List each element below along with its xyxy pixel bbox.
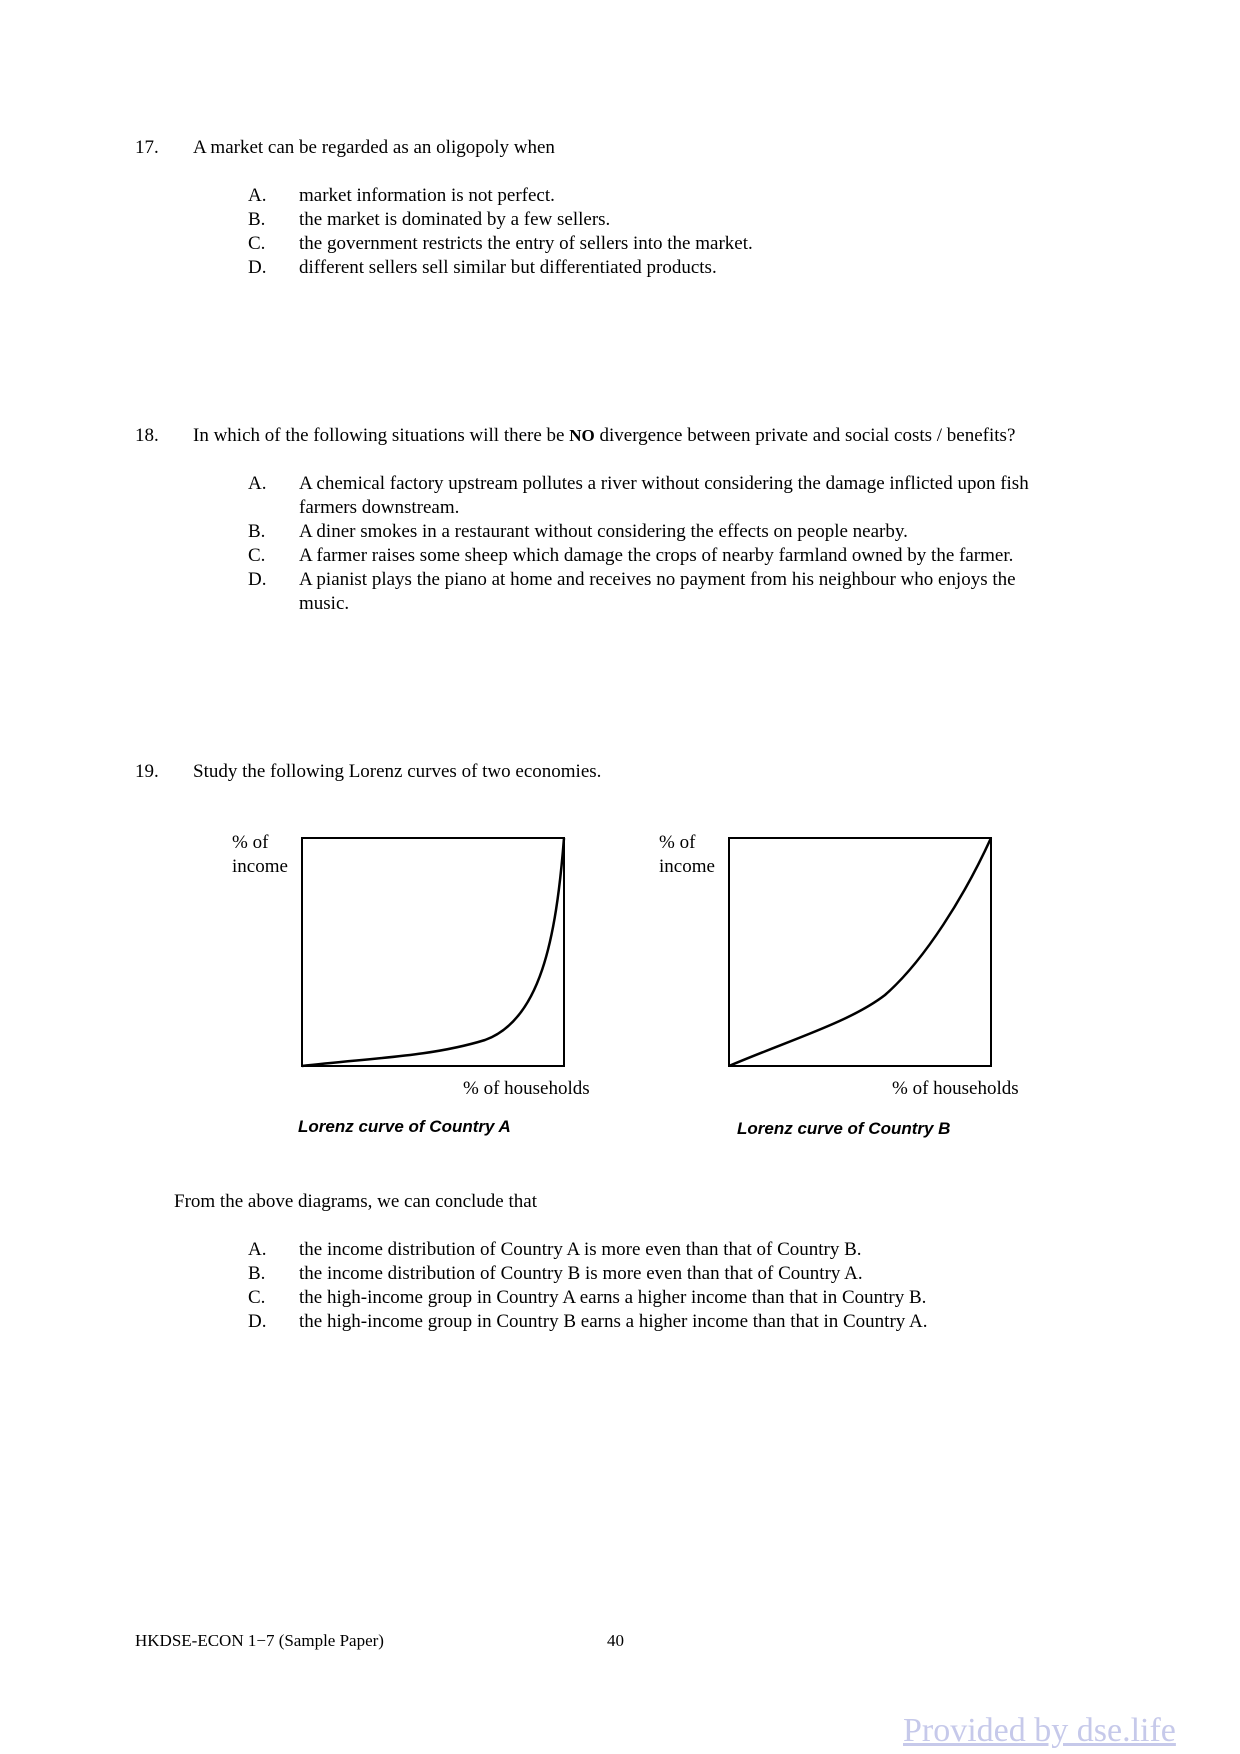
diagram-a-frame (302, 838, 564, 1066)
q19-option-c-text: the high-income group in Country A earns a higher income than that in Country B. (299, 1287, 927, 1308)
q18-option-b-letter: B. (248, 521, 266, 542)
q18-option-c-letter: C. (248, 545, 266, 566)
q17-option-b-letter: B. (248, 209, 266, 230)
diagram-b-ylabel-line2: income (659, 856, 715, 877)
question-19-number: 19. (135, 761, 159, 782)
q17-option-c-letter: C. (248, 233, 266, 254)
diagram-b-xlabel: % of households (892, 1078, 1019, 1099)
diagram-a-caption: Lorenz curve of Country A (298, 1117, 511, 1136)
q17-option-d-letter: D. (248, 257, 267, 278)
footer-paper-code: HKDSE-ECON 1−7 (Sample Paper) (135, 1631, 384, 1650)
watermark-link[interactable]: Provided by dse.life (903, 1712, 1176, 1749)
q18-option-a-line1: A chemical factory upstream pollutes a river without considering the damage inflicted upon fish (299, 473, 1029, 494)
question-19-stem: Study the following Lorenz curves of two economies. (193, 761, 602, 782)
diagram-a-xlabel: % of households (463, 1078, 590, 1099)
q19-option-b-letter: B. (248, 1263, 266, 1284)
q19-option-d-letter: D. (248, 1311, 267, 1332)
question-18-stem-before: In which of the following situations will there be (193, 425, 570, 446)
footer-page-number: 40 (607, 1631, 624, 1650)
q18-option-d-line2: music. (299, 593, 350, 614)
q18-option-a-letter: A. (248, 473, 267, 494)
diagram-a-ylabel-line2: income (232, 856, 288, 877)
q19-option-a-text: the income distribution of Country A is more even than that of Country B. (299, 1239, 862, 1260)
question-17-stem: A market can be regarded as an oligopoly when (193, 137, 555, 158)
q17-option-a-text: market information is not perfect. (299, 185, 555, 206)
q19-option-b-text: the income distribution of Country B is more even than that of Country A. (299, 1263, 863, 1284)
question-18-stem-after: divergence between private and social costs / benefits? (594, 425, 1016, 446)
q17-option-a-letter: A. (248, 185, 267, 206)
q18-option-d-line1: A pianist plays the piano at home and receives no payment from his neighbour who enjoys the (299, 569, 1016, 590)
q19-option-c-letter: C. (248, 1287, 266, 1308)
diagram-b-caption: Lorenz curve of Country B (737, 1119, 951, 1138)
q18-option-a-line2: farmers downstream. (299, 497, 460, 518)
diagram-b-ylabel-line1: % of (659, 832, 696, 853)
q17-option-d-text: different sellers sell similar but differentiated products. (299, 257, 717, 278)
question-18-stem-emphasis: NO (569, 426, 595, 445)
diagram-b-lorenz-curve (729, 838, 991, 1066)
question-17-number: 17. (135, 137, 159, 158)
diagram-a-ylabel-line1: % of (232, 832, 269, 853)
q18-option-d-letter: D. (248, 569, 267, 590)
diagram-a-lorenz-curve (302, 838, 564, 1066)
question-18-number: 18. (135, 425, 159, 446)
question-19-conclusion: From the above diagrams, we can conclude that (174, 1191, 537, 1212)
q19-option-d-text: the high-income group in Country B earns a higher income than that in Country A. (299, 1311, 928, 1332)
q17-option-c-text: the government restricts the entry of sellers into the market. (299, 233, 753, 254)
q17-option-b-text: the market is dominated by a few sellers. (299, 209, 611, 230)
diagram-b-frame (729, 838, 991, 1066)
q18-option-c-line1: A farmer raises some sheep which damage the crops of nearby farmland owned by the farmer. (299, 545, 1014, 566)
q18-option-b-line1: A diner smokes in a restaurant without considering the effects on people nearby. (299, 521, 908, 542)
q19-option-a-letter: A. (248, 1239, 267, 1260)
